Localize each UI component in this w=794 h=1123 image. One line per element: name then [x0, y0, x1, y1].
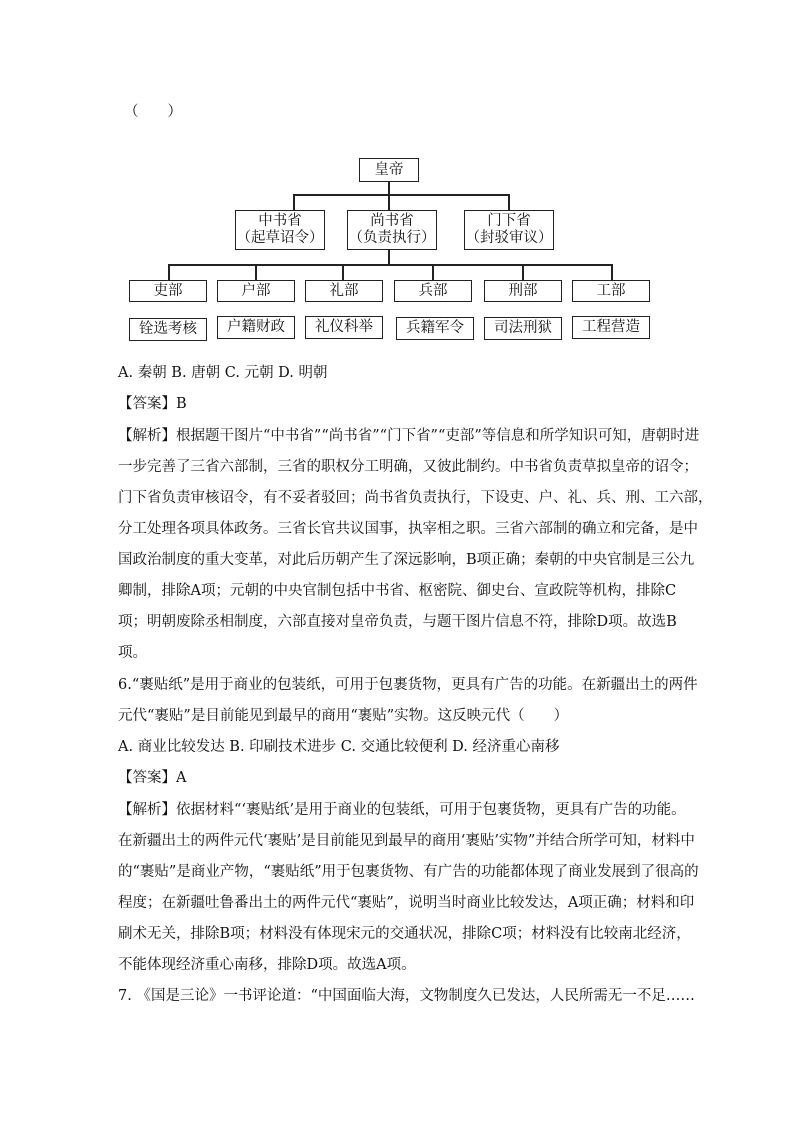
connector [168, 264, 612, 266]
emperor-label: 皇帝 [374, 162, 404, 178]
connector [432, 264, 434, 280]
answer-label: 【答案】A [118, 770, 187, 786]
ministry-duty: 铨选考核 [139, 321, 197, 337]
question-6-stem: 6.“裹贴纸”是用于商业的包装纸，可用于包裹货物，更具有广告的功能。在新疆出土的两件 [118, 677, 698, 693]
connector [522, 264, 524, 280]
connector [342, 264, 344, 280]
ministry-duty-box [217, 316, 295, 339]
ministry-duty-box [484, 317, 562, 340]
connector [293, 194, 509, 196]
ministry-duty: 司法刑狱 [494, 320, 552, 336]
ministry-duty-box [572, 316, 650, 339]
analysis-paragraph: 【解析】依据材料“‘裹贴纸’是用于商业的包装纸，可用于包裹货物，更具有广告的功能。 [118, 802, 686, 818]
connector [168, 264, 170, 280]
analysis-paragraph: 刷术无关，排除B项；材料没有体现宋元的交通状况，排除C项；材料没有比较南北经济， [118, 926, 691, 942]
connector [508, 194, 510, 210]
ministry-box-li-personnel [129, 280, 207, 302]
question-6-stem: 元代“裹贴”是目前能见到最早的商用“裹贴”实物。这反映元代（ ） [118, 708, 569, 724]
ministry-box-hu [217, 280, 295, 302]
ministry-name: 吏部 [153, 283, 183, 299]
analysis-paragraph: 的“裹贴”是商业产物，“裹贴纸”用于包裹货物、有广告的功能都体现了商业发展到了很高的 [118, 864, 699, 880]
ministry-box-xing [484, 280, 562, 302]
province-role: （负责执行） [348, 230, 436, 246]
ministry-duty: 兵籍军令 [406, 320, 464, 336]
ministry-name: 兵部 [418, 283, 448, 299]
ministry-duty-box [129, 318, 207, 341]
connector [293, 194, 295, 210]
question-6-options: A. 商业比较发达 B. 印刷技术进步 C. 交通比较便利 D. 经济重心南移 [118, 739, 560, 755]
analysis-paragraph: 程度；在新疆吐鲁番出土的两件元代“裹贴”，说明当时商业比较发达，A项正确；材料和印 [118, 895, 695, 911]
analysis-paragraph: 一步完善了三省六部制，三省的职权分工明确，又彼此制约。中书省负责草拟皇帝的诏令； [118, 459, 698, 475]
analysis-paragraph: 【解析】根据题干图片“中书省”“尚书省”“门下省”“吏部”等信息和所学知识可知，唐朝时进 [118, 428, 700, 444]
province-box-menxia [464, 210, 554, 250]
analysis-paragraph: 不能体现经济重心南移，排除D项。故选A项。 [118, 957, 416, 973]
connector [388, 194, 390, 210]
ministry-name: 礼部 [329, 283, 359, 299]
connector [611, 264, 613, 280]
ministry-duty-box [305, 316, 383, 339]
ministry-name: 户部 [241, 283, 271, 299]
ministry-duty-box [396, 317, 474, 340]
connector [255, 264, 257, 280]
ministry-box-li-rites [305, 280, 383, 302]
emperor-box [359, 158, 419, 182]
province-box-zhongshu [235, 210, 325, 250]
analysis-paragraph: 项。 [118, 645, 147, 661]
question-blank: （ ） [124, 104, 182, 120]
answer-label: 【答案】B [118, 396, 187, 412]
ministry-duty: 工程营造 [582, 319, 640, 335]
province-box-shangshu [347, 210, 437, 250]
connector [388, 250, 390, 265]
three-provinces-six-ministries-diagram [120, 150, 665, 350]
analysis-paragraph: 门下省负责审核诏令，有不妥者驳回；尚书省负责执行，下设吏、户、礼、兵、刑、工六部， [118, 490, 713, 506]
province-name: 中书省 [258, 213, 302, 229]
analysis-paragraph: 项；明朝废除丞相制度，六部直接对皇帝负责，与题干图片信息不符，排除D项。故选B [118, 614, 677, 630]
ministry-box-gong [572, 280, 650, 302]
analysis-paragraph: 在新疆出土的两件元代‘裹贴’是目前能见到最早的商用‘裹贴’实物”并结合所学可知，材料中 [118, 833, 695, 849]
province-name: 门下省 [487, 213, 531, 229]
province-role: （起草诏令） [236, 230, 324, 246]
question-7-stem: 7. 《国是三论》一书评论道：“中国面临大海，文物制度久已发达，人民所需无一不足…… [118, 988, 695, 1004]
ministry-duty: 礼仪科举 [315, 319, 373, 335]
province-name: 尚书省 [370, 213, 414, 229]
analysis-paragraph: 国政治制度的重大变革，对此后历朝产生了深远影响，B项正确；秦朝的中央官制是三公九 [118, 552, 695, 568]
ministry-duty: 户籍财政 [227, 319, 285, 335]
analysis-paragraph: 卿制，排除A项；元朝的中央官制包括中书省、枢密院、御史台、宣政院等机构，排除C [118, 583, 677, 599]
province-role: （封驳审议） [465, 230, 553, 246]
ministry-name: 刑部 [508, 283, 538, 299]
ministry-box-bing [394, 280, 472, 302]
analysis-paragraph: 分工处理各项具体政务。三省长官共议国事，执宰相之职。三省六部制的确立和完备，是中 [118, 521, 698, 537]
question-5-options: A. 秦朝 B. 唐朝 C. 元朝 D. 明朝 [118, 365, 328, 381]
ministry-name: 工部 [596, 283, 626, 299]
